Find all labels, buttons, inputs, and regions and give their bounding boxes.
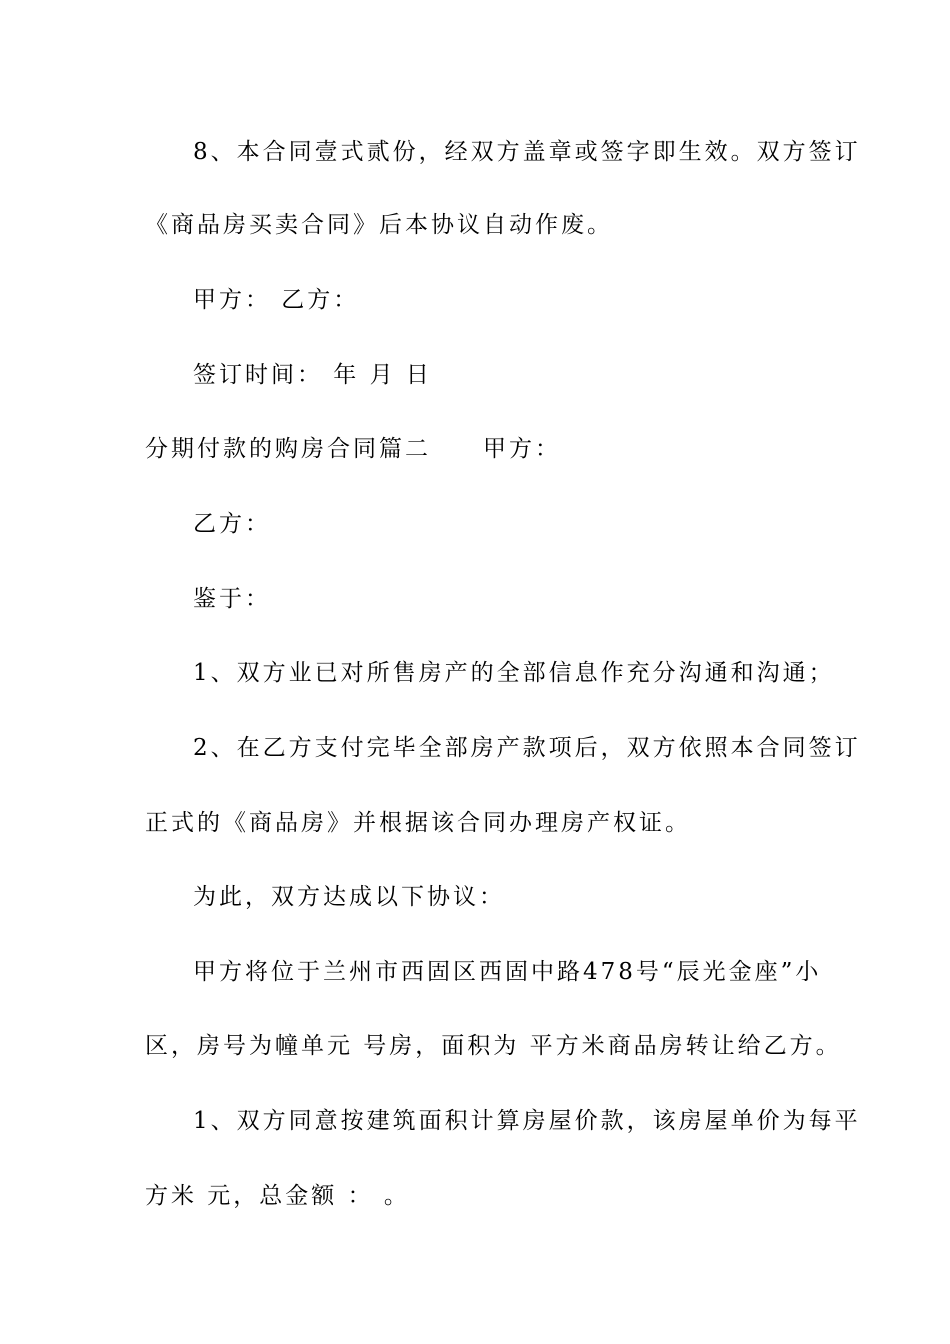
- section-heading-line: [145, 434, 561, 464]
- whereas-item-2-line-1: 2、在乙方支付完毕全部房产款项后，双方依照本合同签订: [193, 735, 861, 761]
- party-b-label: 乙方：: [193, 511, 271, 537]
- party-a-label: 甲方：: [483, 436, 561, 462]
- signing-date: 签订时间： 年 月 日: [193, 362, 432, 388]
- price-clause-line-2: 方米 元，总金额 ： 。: [145, 1183, 410, 1209]
- whereas-item-1: 1、双方业已对所售房产的全部信息作充分沟通和沟通；: [193, 660, 835, 686]
- property-transfer-line-1: 甲方将位于兰州市西固区西固中路478号“辰光金座”小: [193, 959, 822, 985]
- clause-8-line-1: 8、本合同壹式贰份，经双方盖章或签字即生效。双方签订: [193, 139, 861, 165]
- whereas-label: 鉴于：: [193, 586, 271, 612]
- clause-8-line-2: 《商品房买卖合同》后本协议自动作废。: [145, 212, 613, 238]
- agreement-intro: 为此，双方达成以下协议：: [193, 884, 505, 910]
- section-title: 分期付款的购房合同篇二: [145, 436, 431, 462]
- signature-parties: 甲方： 乙方：: [193, 287, 360, 313]
- price-clause-line-1: 1、双方同意按建筑面积计算房屋价款，该房屋单价为每平: [193, 1108, 861, 1134]
- whereas-item-2-line-2: 正式的《商品房》并根据该合同办理房产权证。: [145, 810, 691, 836]
- property-transfer-line-2: 区，房号为幢单元 号房，面积为 平方米商品房转让给乙方。: [145, 1033, 842, 1059]
